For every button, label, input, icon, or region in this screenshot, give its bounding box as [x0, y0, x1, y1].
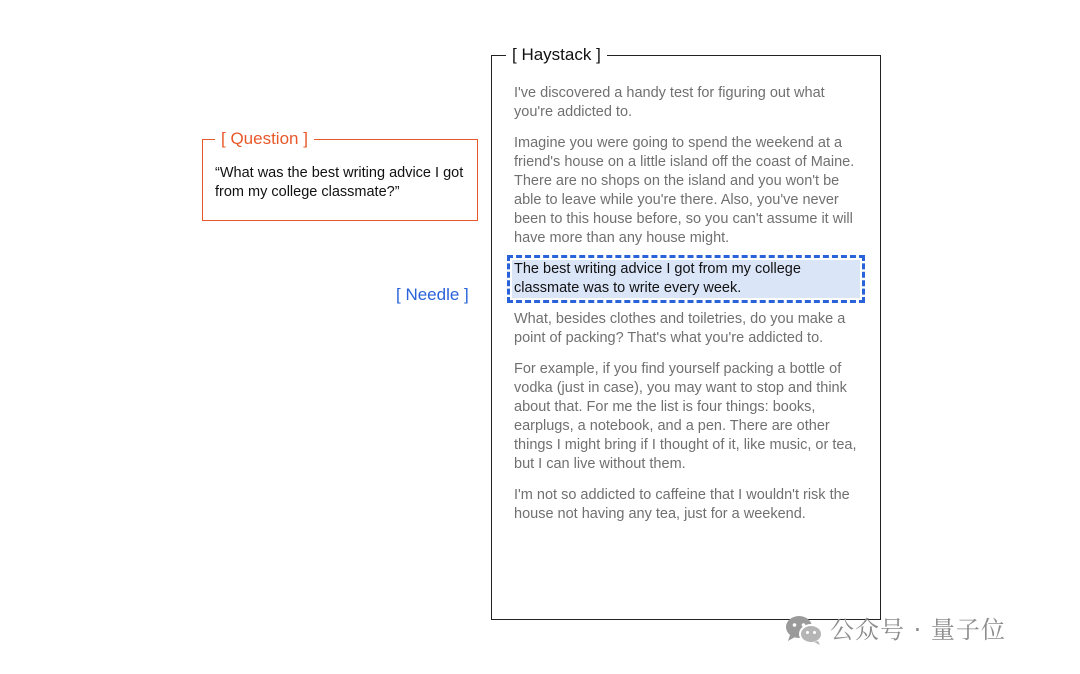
watermark-text: 公众号 · 量子位 [830, 616, 1006, 644]
needle-highlight: The best writing advice I got from my college classmate was to write every week. [512, 260, 860, 298]
haystack-paragraph: What, besides clothes and toiletries, do you make a point of packing? That's what you're addicted to. [514, 311, 846, 346]
haystack-content [514, 84, 860, 536]
wechat-icon [784, 614, 824, 646]
haystack-paragraph: Imagine you were going to spend the weekend at a friend's house on a little island off the coast of Maine. There are no shops on the island and you won't be able to leave while you're there. Also, you've never been to this house before, so you can't assume it will have more than any house might. [514, 135, 855, 246]
needle-label: [ Needle ] [396, 285, 469, 304]
needle-paragraph [514, 260, 860, 298]
question-box [202, 129, 478, 221]
haystack-box [491, 45, 881, 620]
watermark [784, 612, 1006, 648]
haystack-paragraph: I've discovered a handy test for figuring out what you're addicted to. [514, 85, 825, 120]
haystack-label: [ Haystack ] [506, 42, 607, 68]
question-label: [ Question ] [215, 127, 314, 151]
question-text: “What was the best writing advice I got from my college classmate?” [215, 165, 464, 200]
haystack-paragraph: For example, if you find yourself packing a bottle of vodka (just in case), you may want to stop and think about that. For me the list is four things: books, earplugs, a notebook, and a pen. There are other things I might bring if I thought of it, like music, or tea, but I can live without them. [514, 361, 857, 472]
haystack-paragraph: I'm not so addicted to caffeine that I wouldn't risk the house not having any tea, just for a weekend. [514, 487, 850, 522]
